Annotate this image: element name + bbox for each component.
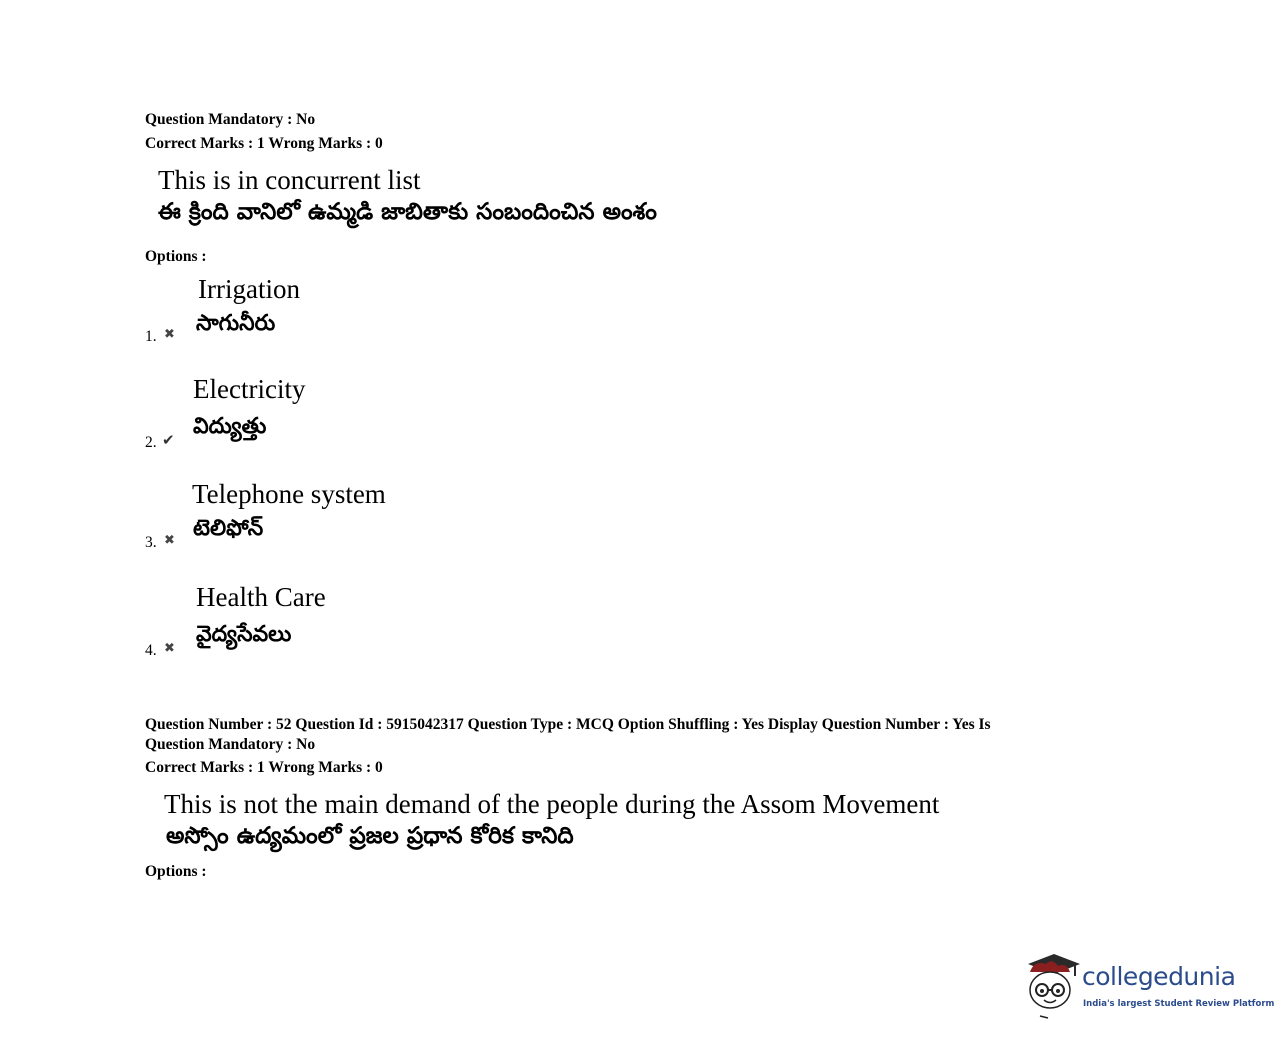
option-text-english: Telephone system	[192, 479, 386, 509]
question-marks: Correct Marks : 1 Wrong Marks : 0	[145, 135, 383, 152]
option-number: 1.	[145, 328, 157, 345]
check-mark-icon: ✔	[162, 431, 175, 449]
mascot-icon	[1022, 950, 1084, 1020]
option-number: 2.	[145, 434, 157, 451]
question-text-english: This is in concurrent list	[158, 165, 421, 195]
options-label: Options :	[145, 863, 207, 880]
option-text-english: Irrigation	[198, 274, 300, 304]
option-number: 4.	[145, 642, 157, 659]
question-text-telugu: అస్సోం ఉద్యమంలో ప్రజల ప్రధాన కోరిక కానిది	[166, 823, 574, 849]
wrong-mark-icon: ✖	[164, 327, 175, 342]
question-text-english: This is not the main demand of the people during the Assom Movement	[164, 789, 940, 819]
logo-wordmark: collegedunia	[1082, 962, 1236, 991]
collegedunia-logo	[1022, 950, 1275, 1020]
wrong-mark-icon: ✖	[164, 533, 175, 548]
question-mandatory: Question Mandatory : No	[145, 736, 316, 753]
option-text-telugu: టెలిఫోన్	[193, 516, 264, 541]
question-text-telugu: ఈ క్రింది వానిలో ఉమ్మడి జాబితాకు సంబందించిన అంశం	[158, 199, 657, 225]
option-text-telugu: విద్యుత్తు	[193, 414, 267, 439]
option-number: 3.	[145, 534, 157, 551]
option-text-english: Health Care	[196, 582, 326, 612]
option-text-english: Electricity	[193, 374, 306, 404]
options-label: Options :	[145, 248, 207, 265]
logo-tagline: India's largest Student Review Platform	[1083, 999, 1275, 1009]
wrong-mark-icon: ✖	[164, 641, 175, 656]
question-header: Question Number : 52 Question Id : 5915042317 Question Type : MCQ Option Shuffling : Yes Display Question Number : Yes Is	[145, 716, 991, 733]
question-mandatory: Question Mandatory : No	[145, 111, 316, 128]
option-text-telugu: సాగునీరు	[196, 311, 276, 336]
option-text-telugu: వైద్యసేవలు	[196, 622, 292, 647]
question-marks: Correct Marks : 1 Wrong Marks : 0	[145, 759, 383, 776]
